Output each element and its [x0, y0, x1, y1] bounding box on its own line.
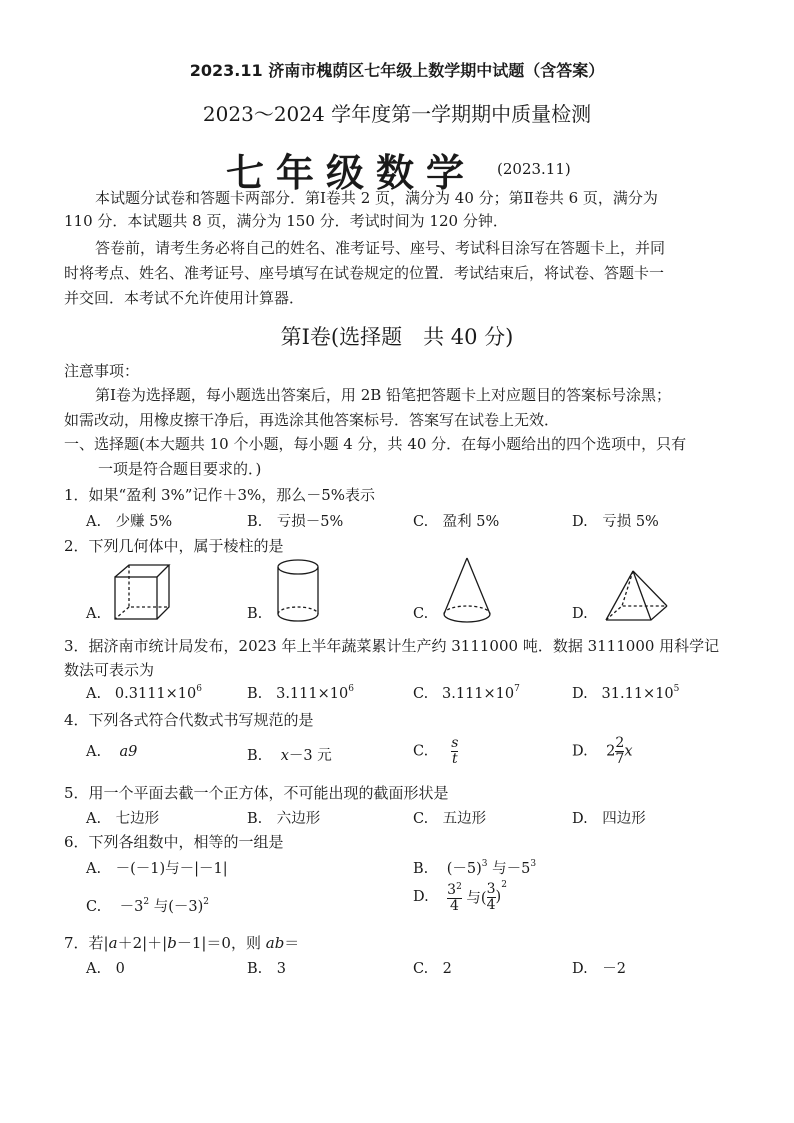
question-6-option-b: B. $(-5)^3$ 与$-5^3$: [413, 859, 537, 877]
notice-label: 注意事项：: [64, 362, 140, 380]
question-3-option-c: C. $3.111\times 10^7$: [413, 684, 520, 702]
question-6-option-c: C. $-3^2$ 与$(-3)^2$: [86, 897, 209, 915]
subject-title: 七年级数学: [226, 150, 477, 195]
question-5-option-d: D. 四边形: [572, 811, 646, 827]
question-2-stem: 2．下列几何体中，属于棱柱的是: [64, 537, 284, 555]
question-4-option-d: D. 2 $\frac{2}{7}$ x: [572, 735, 633, 767]
question-2-option-c: C.: [413, 606, 429, 622]
question-1-option-a: A. 少赚 5%: [86, 514, 173, 530]
notice-line-2: 如需改动，用橡皮擦干净后，再选涂其他答案标号．答案写在试卷上无效．: [64, 411, 560, 429]
question-2-option-a: A.: [86, 606, 102, 622]
notice-line-1: 第Ⅰ卷为选择题，每小题选出答案后，用 2B 铅笔把答题卡上对应题目的答案标号涂黑；: [95, 386, 672, 404]
question-1-stem: 1．如果“盈利 3%”记作＋3%，那么－5%表示: [64, 486, 376, 504]
intro-line-2: 110 分．本试题共 8 页，满分为 150 分．考试时间为 120 分钟．: [64, 212, 508, 230]
question-3-option-d: D. $31.11\times 10^5$: [572, 684, 680, 702]
document-title: 2023.11 济南市槐荫区七年级上数学期中试题（含答案）: [189, 61, 605, 80]
exam-title: 2023～2024 学年度第一学期期中质量检测: [202, 102, 592, 126]
question-4-option-c: C. $\frac{s}{t}$: [413, 735, 459, 767]
question-5-option-a: A. 七边形: [86, 811, 160, 827]
question-7-stem: 7．若|a＋2|＋|b－1|＝0，则 ab＝: [64, 934, 300, 952]
question-6-stem: 6．下列各组数中，相等的一组是: [64, 833, 284, 851]
question-7-option-a: A. 0: [86, 961, 125, 977]
intro-line-5: 并交回．本考试不允许使用计算器．: [64, 289, 305, 307]
section-title: 第Ⅰ卷(选择题 共 40 分): [280, 325, 514, 349]
exam-date: (2023.11): [497, 160, 571, 178]
question-4-option-a: A. a9: [86, 744, 138, 760]
question-2-option-b: B.: [247, 606, 263, 622]
question-1-option-d: D. 亏损 5%: [572, 514, 659, 530]
question-4-stem: 4．下列各式符合代数式书写规范的是: [64, 711, 314, 729]
question-6-option-a: A. －(－1)与－|－1|: [86, 861, 228, 877]
question-7-option-c: C. 2: [413, 961, 452, 977]
question-2-option-d: D.: [572, 606, 588, 622]
question-5-option-c: C. 五边形: [413, 811, 487, 827]
intro-line-4: 时将考点、姓名、准考证号、座号填写在试卷规定的位置．考试结束后，将试卷、答题卡一: [64, 264, 665, 282]
cone-figure: [441, 556, 493, 626]
question-4-option-b: B. x－3 元: [247, 748, 332, 764]
intro-line-1: 本试题分试卷和答题卡两部分．第Ⅰ卷共 2 页，满分为 40 分；第Ⅱ卷共 6 页，满分为: [95, 189, 658, 207]
question-3-stem-1: 3．据济南市统计局发布，2023 年上半年蔬菜累计生产约 3111000 吨．数据 3111000 用科学记: [64, 637, 720, 655]
question-3-option-b: B. $3.111\times 10^6$: [247, 684, 354, 702]
cylinder-figure: [275, 558, 321, 624]
question-3-stem-2: 数法可表示为: [64, 661, 155, 679]
cube-figure: [113, 563, 173, 621]
question-5-option-b: B. 六边形: [247, 811, 321, 827]
question-1-option-c: C. 盈利 5%: [413, 514, 500, 530]
question-5-stem: 5．用一个平面去截一个正方体，不可能出现的截面形状是: [64, 784, 449, 802]
question-6-option-d: D. $\frac{3^2}{4}$ 与( $\frac{3}{4}$ )$^2$: [413, 880, 507, 914]
intro-line-3: 答卷前，请考生务必将自己的姓名、准考证号、座号、考试科目涂写在答题卡上，并同: [95, 239, 666, 257]
part-instruction-2: 一项是符合题目要求的．): [98, 460, 262, 478]
question-7-option-b: B. 3: [247, 961, 286, 977]
question-3-option-a: A. $0.3111\times 10^6$: [86, 684, 202, 702]
question-7-option-d: D. －2: [572, 961, 626, 977]
question-1-option-b: B. 亏损－5%: [247, 514, 344, 530]
pyramid-figure: [603, 568, 671, 624]
part-instruction-1: 一、选择题(本大题共 10 个小题，每小题 4 分，共 40 分．在每小题给出的四个选项中，只有: [64, 435, 687, 453]
